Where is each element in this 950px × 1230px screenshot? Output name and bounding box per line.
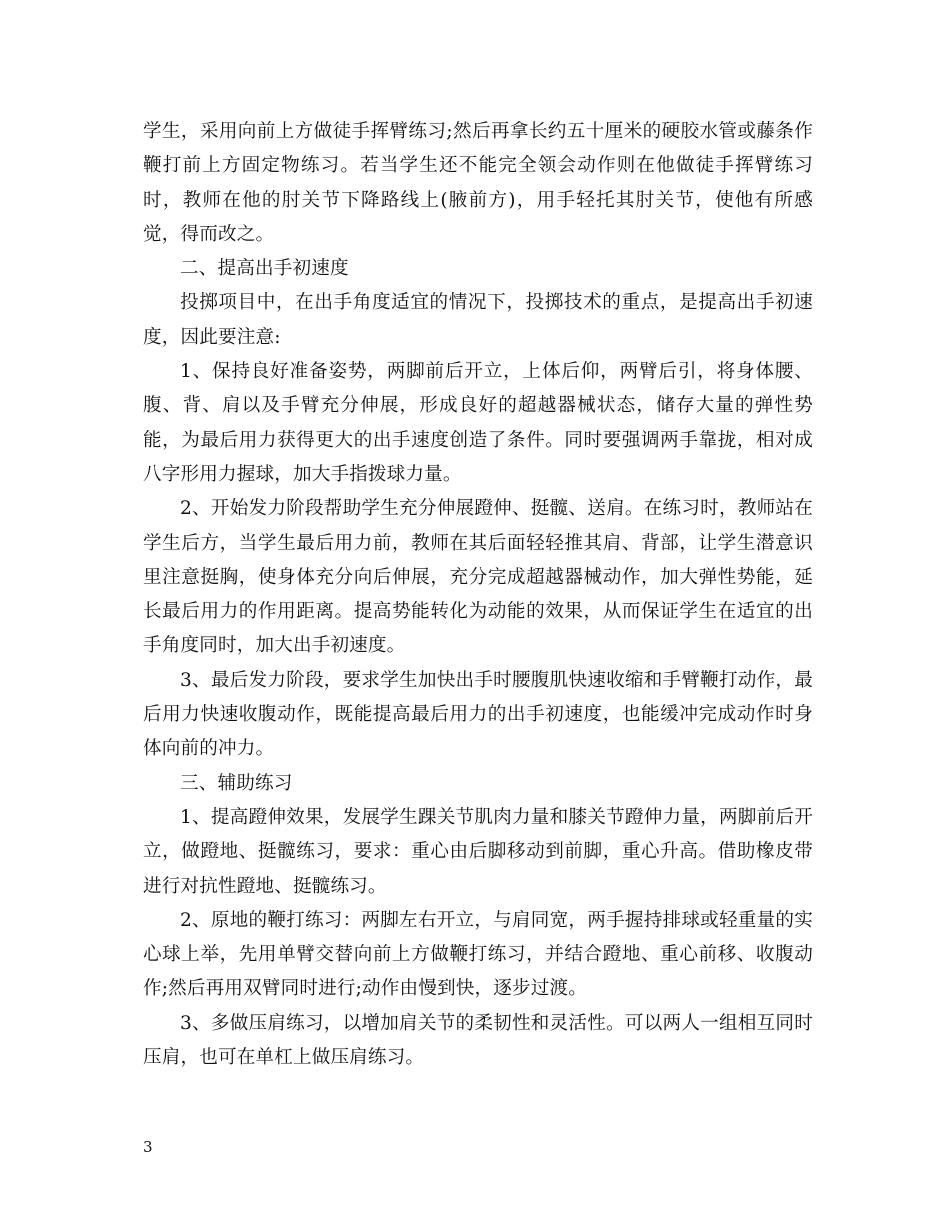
section-heading-2: 二、提高出手初速度 xyxy=(180,258,349,280)
paragraph-item-3: 3、最后发力阶段，要求学生加快出手时腰腹肌快速收缩和手臂鞭打动作，最后用力快速收腹动作，既能提高最后用力的出手初速度，也能缓冲完成动作时身体向前的冲力。 xyxy=(143,669,813,760)
section-heading-3: 三、辅助练习 xyxy=(180,772,293,794)
paragraph-exercise-2: 2、原地的鞭打练习：两脚左右开立，与肩同宽，两手握持排球或轻重量的实心球上举，先用单臂交替向前上方做鞭打练习，并结合蹬地、重心前移、收腹动作;然后再用双臂同时进行;动作由慢到快，逐步过渡。 xyxy=(143,909,813,1000)
document-body xyxy=(143,115,813,1075)
paragraph-exercise-3: 3、多做压肩练习，以增加肩关节的柔韧性和灵活性。可以两人一组相互同时压肩，也可在单杠上做压肩练习。 xyxy=(143,1012,813,1069)
page-number: 3 xyxy=(143,1138,153,1156)
paragraph-item-1: 1、保持良好准备姿势，两脚前后开立，上体后仰，两臂后引，将身体腰、腹、背、肩以及手臂充分伸展，形成良好的超越器械状态，储存大量的弹性势能，为最后用力获得更大的出手速度创造了条件。同时要强调两手靠拢，相对成八字形用力握球，加大手指拨球力量。 xyxy=(143,361,813,485)
paragraph-exercise-1: 1、提高蹬伸效果，发展学生踝关节肌肉力量和膝关节蹬伸力量，两脚前后开立，做蹬地、挺髋练习，要求：重心由后脚移动到前脚，重心升高。借助橡皮带进行对抗性蹬地、挺髋练习。 xyxy=(143,806,813,897)
paragraph-intro: 投掷项目中，在出手角度适宜的情况下，投掷技术的重点，是提高出手初速度，因此要注意: xyxy=(143,292,813,348)
paragraph-continuation: 学生，采用向前上方做徒手挥臂练习;然后再拿长约五十厘米的硬胶水管或藤条作鞭打前上方固定物练习。若当学生还不能完全领会动作则在他做徒手挥臂练习时，教师在他的肘关节下降路线上(腋前方)，用手轻托其肘关节，使他有所感觉，得而改之。 xyxy=(143,121,813,245)
paragraph-item-2: 2、开始发力阶段帮助学生充分伸展蹬伸、挺髋、送肩。在练习时，教师站在学生后方，当学生最后用力前，教师在其后面轻轻推其肩、背部，让学生潜意识里注意挺胸，使身体充分向后伸展，充分完成超越器械动作，加大弹性势能，延长最后用力的作用距离。提高势能转化为动能的效果，从而保证学生在适宜的出手角度同时，加大出手初速度。 xyxy=(143,498,813,657)
